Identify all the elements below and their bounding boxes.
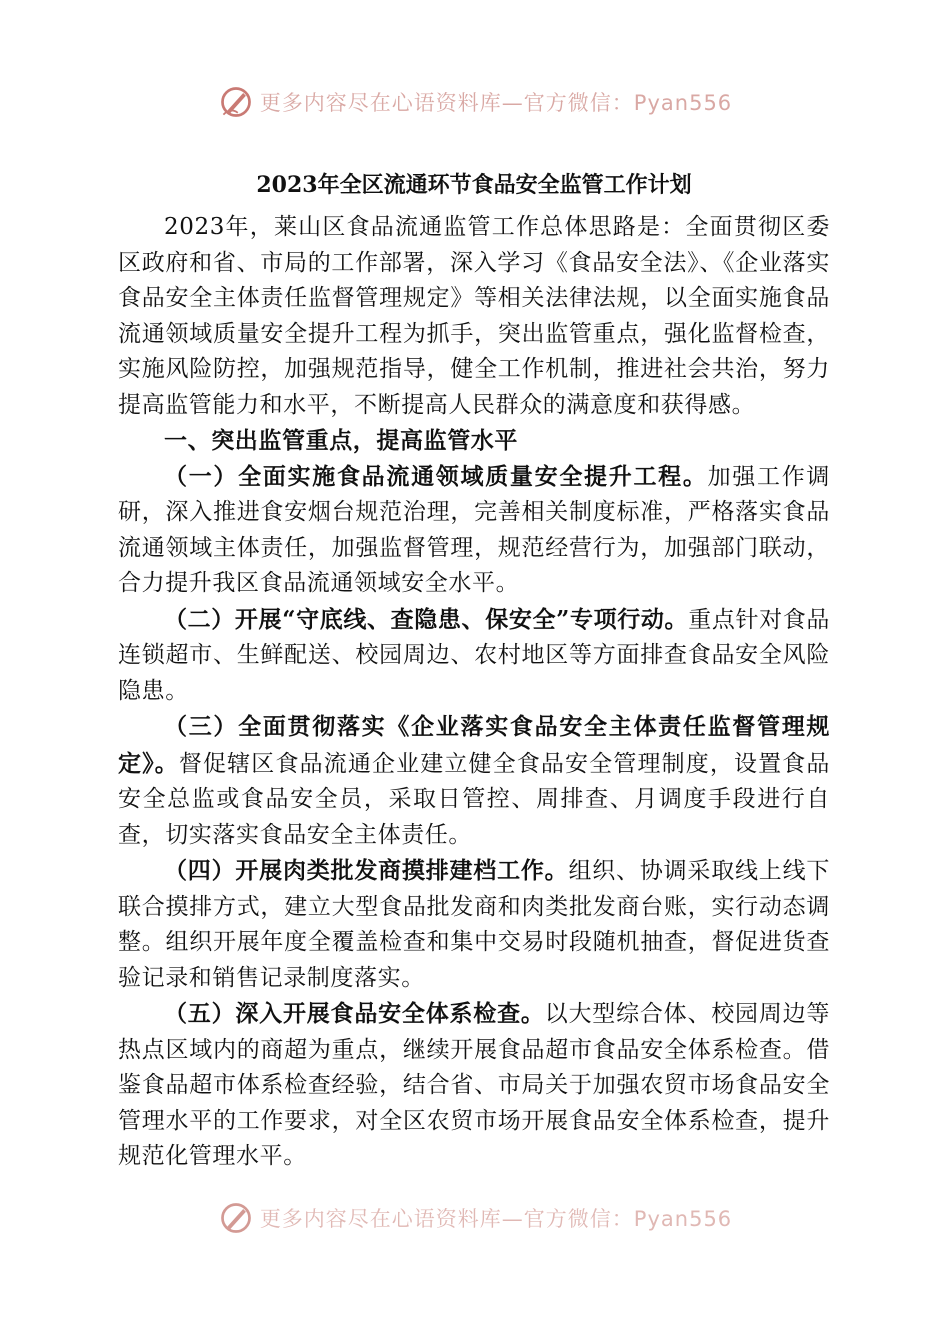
item-body: 督促辖区食品流通企业建立健全食品安全管理制度，设置食品安全总监或食品安全员，采取日管控、周排查、月调度手段进行自查，切实落实食品安全主体责任。 (118, 750, 830, 848)
item-lead: （一）全面实施食品流通领域质量安全提升工程。 (164, 462, 708, 490)
item-lead: （二）开展“守底线、查隐患、保安全”专项行动。 (164, 605, 689, 633)
item-body: 重点针对食品连锁超市、生鲜配送、校园周边、农村地区等方面排查食品安全风险隐患。 (118, 606, 830, 704)
item-paragraph (118, 459, 830, 602)
item-paragraph (118, 709, 830, 853)
watermark-text: 更多内容尽在心语资料库—官方微信：Pyan556 (259, 91, 733, 115)
item-body: 以大型综合体、校园周边等热点区域内的商超为重点，继续开展食品超市食品安全体系检查。借鉴食品超市体系检查经验，结合省、市局关于加强农贸市场食品安全管理水平的工作要求，对全区农贸市场开展食品安全体系检查，提升规范化管理水平。 (118, 1001, 831, 1169)
item-paragraph (118, 853, 830, 996)
watermark-footer (0, 1196, 950, 1240)
item-paragraph (118, 996, 830, 1175)
pen-circle-logo-icon (218, 84, 254, 120)
item-lead: （四）开展肉类批发商摸排建档工作。 (164, 857, 569, 884)
document-title: 2023年全区流通环节食品安全监管工作计划 (256, 172, 692, 198)
section-heading: 一、突出监管重点，提高监管水平 (164, 427, 518, 454)
item-paragraph (118, 602, 830, 710)
item-body: 组织、协调采取线上线下联合摸排方式，建立大型食品批发商和肉类批发商台账，实行动态调整。组织开展年度全覆盖检查和集中交易时段随机抽查，督促进货查验记录和销售记录制度落实。 (118, 858, 830, 991)
item-lead: （五）深入开展食品安全体系检查。 (164, 1000, 545, 1027)
intro-paragraph: 2023年，莱山区食品流通监管工作总体思路是：全面贯彻区委区政府和省、市局的工作部署，深入学习《食品安全法》、《企业落实食品安全主体责任监督管理规定》等相关法律法规，以全面实施食品流通领域质量安全提升工程为抓手，突出监管重点，强化监督检查，实施风险防控，加强规范指导，健全工作机制，推进社会共治，努力提高监管能力和水平，不断提高人民群众的满意度和获得感。 (118, 214, 830, 418)
watermark-header (0, 80, 950, 124)
document-body (118, 160, 830, 1175)
pen-circle-logo-icon (218, 1200, 254, 1236)
item-body: 加强工作调研，深入推进食安烟台规范治理，完善相关制度标准，严格落实食品流通领域主体责任，加强监督管理，规范经营行为，加强部门联动，合力提升我区食品流通领域安全水平。 (118, 463, 831, 596)
watermark-text: 更多内容尽在心语资料库—官方微信：Pyan556 (259, 1207, 733, 1231)
item-lead: （三）全面贯彻落实《企业落实食品安全主体责任监督管理规定》。 (118, 713, 830, 777)
